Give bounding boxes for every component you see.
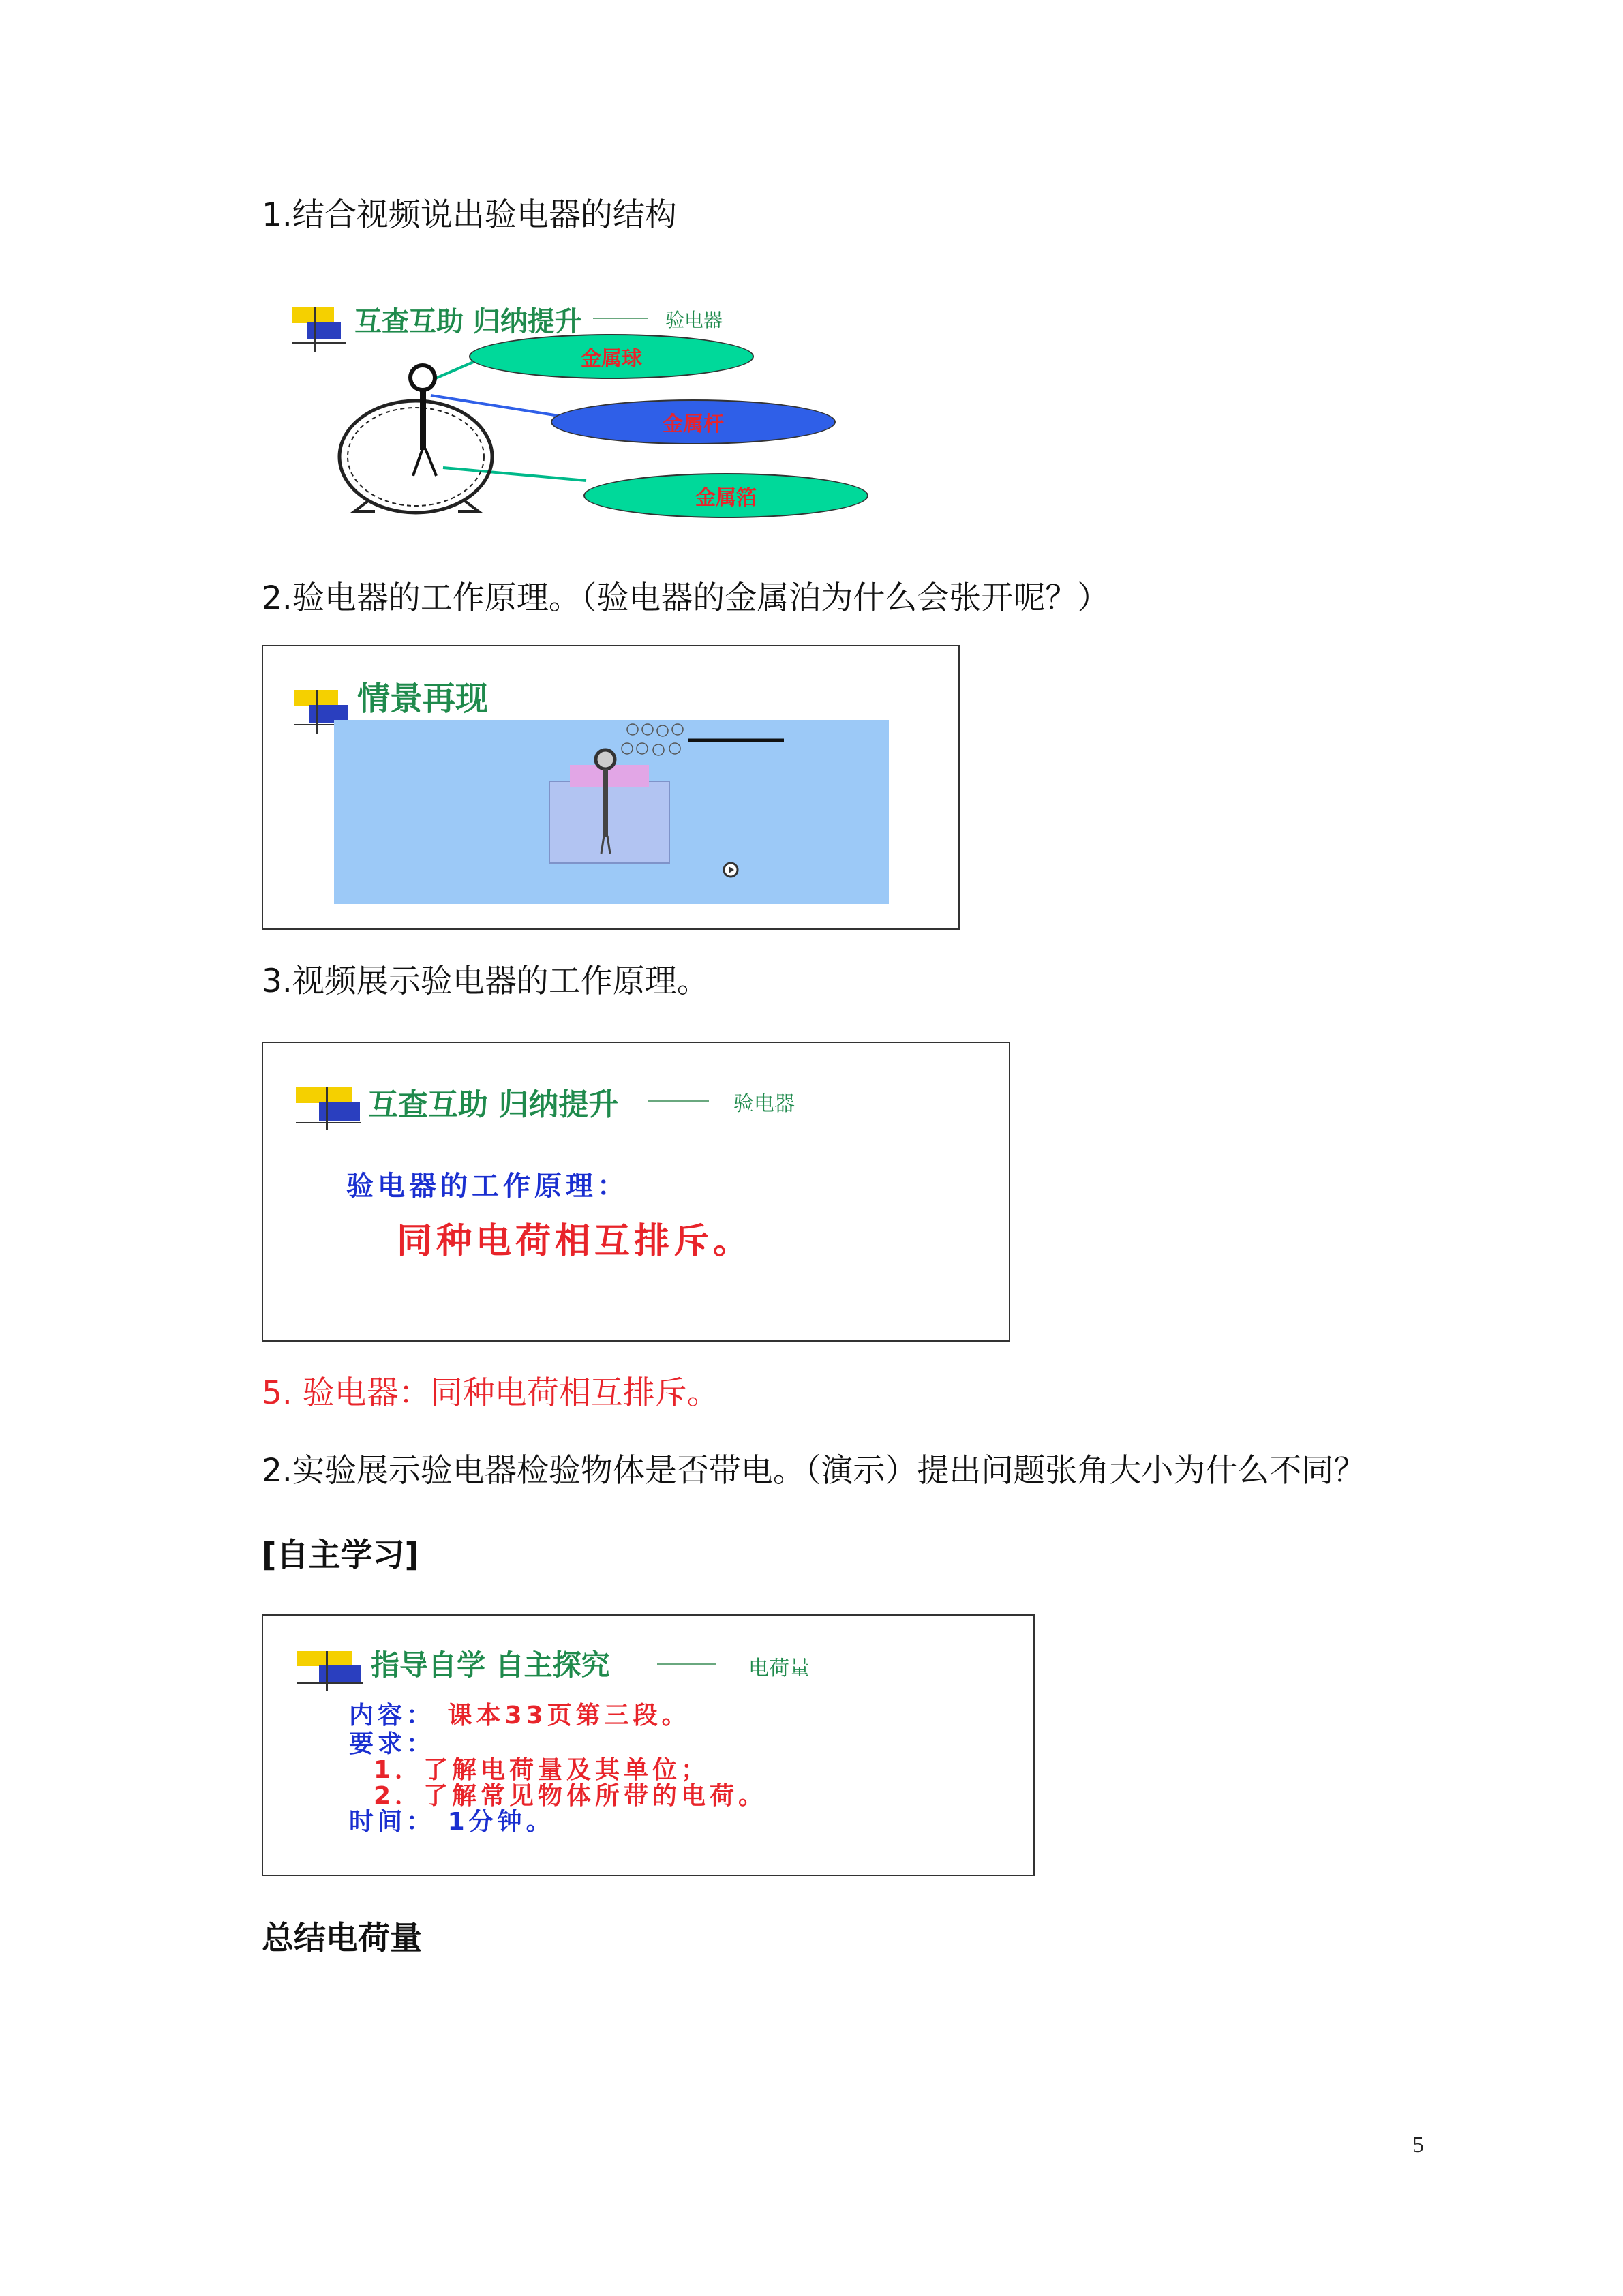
callout-label: 金属球 xyxy=(581,347,642,371)
page-number: 5 xyxy=(1412,2132,1424,2158)
summary-heading: 总结电荷量 xyxy=(262,1920,422,1957)
callout-label: 金属箔 xyxy=(695,486,757,510)
title-dash xyxy=(657,1663,716,1665)
time-row xyxy=(349,1802,555,1837)
simulation-screen xyxy=(334,720,889,904)
title-dash xyxy=(648,1100,709,1102)
question-3: 3.视频展示验电器的工作原理。 xyxy=(262,963,709,1000)
principle-statement: 同种电荷相互排斥。 xyxy=(397,1221,753,1262)
question-2: 2.验电器的工作原理。（验电器的金属泊为什么会张开呢？） xyxy=(262,579,1110,617)
conclusion-5: 5. 验电器：同种电荷相互排斥。 xyxy=(262,1374,719,1412)
content-value: 课本33页第三段。 xyxy=(447,1702,691,1729)
slide-title: 互查互助 归纳提升 xyxy=(354,305,582,337)
principle-heading: 验电器的工作原理： xyxy=(346,1170,628,1202)
callout-metal-ball xyxy=(469,334,754,379)
question-1: 1.结合视频说出验电器的结构 xyxy=(262,196,677,234)
figure-electroscope-structure xyxy=(286,293,873,518)
slide-subtitle: 验电器 xyxy=(665,309,723,331)
requirement-2: 2．了解常见物体所带的电荷。 xyxy=(374,1782,768,1810)
callout-metal-foil xyxy=(583,473,868,518)
figure-working-principle xyxy=(262,1042,1010,1342)
slide-title: 指导自学 自主探究 xyxy=(371,1648,610,1682)
time-label: 时间： xyxy=(349,1808,436,1836)
figure-self-study xyxy=(262,1614,1035,1876)
slide-logo-icon xyxy=(296,1087,361,1132)
slide-title: 情景再现 xyxy=(357,680,489,718)
content-label: 内容： xyxy=(349,1702,436,1729)
callout-label: 金属杆 xyxy=(663,412,724,436)
question-2b: 2.实验展示验电器检验物体是否带电。（演示）提出问题张角大小为什么不同？ xyxy=(262,1452,1366,1490)
slide-subtitle: 验电器 xyxy=(733,1092,795,1116)
slide-logo-icon xyxy=(297,1651,363,1692)
section-self-study: [自主学习] xyxy=(262,1537,419,1574)
slide-subtitle: 电荷量 xyxy=(748,1657,810,1680)
time-value: 1分钟。 xyxy=(447,1808,555,1836)
figure-scene-replay xyxy=(262,645,960,930)
callout-metal-rod xyxy=(551,399,836,444)
charge-particles xyxy=(334,720,889,904)
requirement-1: 1．了解电荷量及其单位； xyxy=(374,1756,710,1784)
requirement-label: 要求： xyxy=(349,1730,436,1758)
slide-title: 互查互助 归纳提升 xyxy=(368,1087,619,1122)
